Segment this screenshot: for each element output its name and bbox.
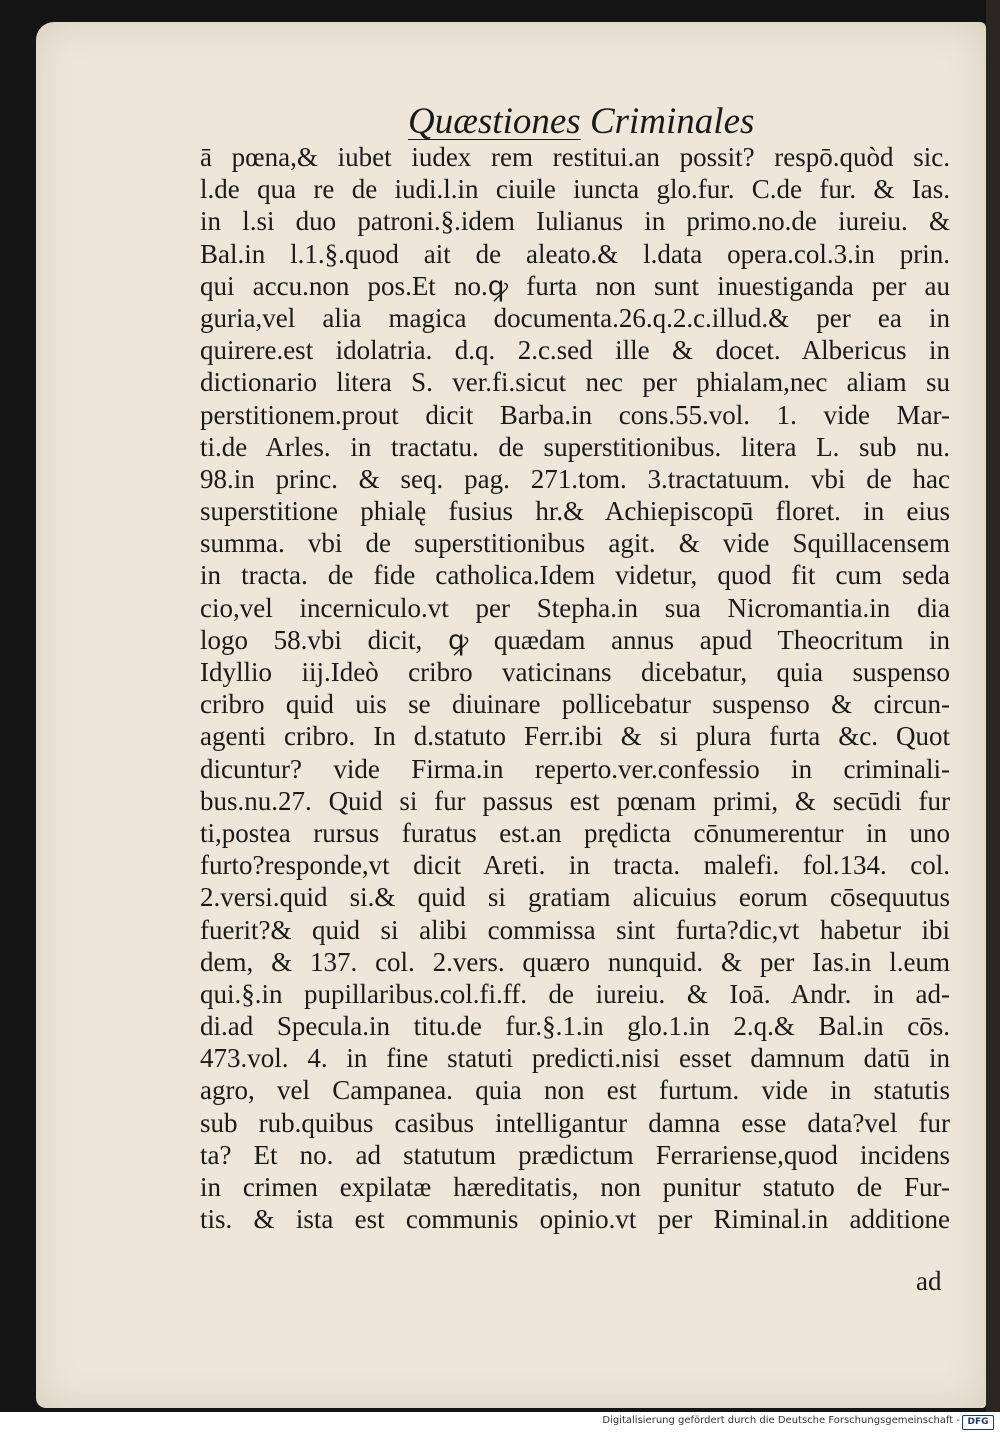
text-line: agro, vel Campanea. quia non est furtum. vide in statutis xyxy=(200,1075,950,1106)
text-line: furto?responde,vt dicit Areti. in tracta. malefi. fol.134. col. xyxy=(200,850,950,881)
show-through-text xyxy=(813,80,826,131)
text-line: cio,vel incerniculo.vt per Stepha.in sua Nicromantia.in dia xyxy=(200,592,950,623)
text-line: superstitione phialę fusius hr.& Achiepiscopū floret. in eius xyxy=(200,496,950,527)
text-line: dicuntur? vide Firma.in reperto.ver.confessio in criminali- xyxy=(200,753,950,784)
dfg-logo-icon: DFG xyxy=(962,1415,994,1430)
text-line: bus.nu.27. Quid si fur passus est pœnam primi, & secūdi fur xyxy=(200,785,950,816)
text-line: ā pœna,& iubet iudex rem restitui.an possit? respō.quòd sic. xyxy=(200,142,950,172)
text-line: ti,postea rursus furatus est.an prędicta cōnumerentur in uno xyxy=(200,817,950,848)
catchword: ad xyxy=(916,1266,942,1296)
text-line: di.ad Specula.in titu.de fur.§.1.in glo.1.in 2.q.& Bal.in cōs. xyxy=(200,1011,950,1042)
text-line: quirere.est idolatria. d.q. 2.c.sed ille & docet. Albericus in xyxy=(200,335,950,366)
digitization-footer xyxy=(0,1412,1000,1432)
text-line: ti.de Arles. in tractatu. de superstitionibus. litera L. sub nu. xyxy=(200,431,950,462)
text-line: qui accu.non pos.Et no.ꝙ furta non sunt inuestiganda per au xyxy=(200,270,950,301)
text-line: tis. & ista est communis opinio.vt per Riminal.in additione xyxy=(200,1204,950,1235)
running-head-first-word: Quæstiones xyxy=(408,101,581,142)
text-line: 2.versi.quid si.& quid si gratiam alicuius eorum cōsequutus xyxy=(200,882,950,913)
text-line: fuerit?& quid si alibi commissa sint furta?dic,vt habetur ibi xyxy=(200,914,950,945)
text-line: Bal.in l.1.§.quod ait de aleato.& l.data opera.col.3.in prin. xyxy=(200,238,950,269)
text-line: l.de qua re de iudi.l.in ciuile iuncta glo.fur. C.de fur. & Ias. xyxy=(200,174,950,205)
funding-credit: Digitalisierung gefördert durch die Deutsche Forschungsgemeinschaft - xyxy=(602,1415,960,1426)
text-line: in tracta. de fide catholica.Idem videtur, quod fit cum seda xyxy=(200,560,950,591)
text-line: agenti cribro. In d.statuto Ferr.ibi & si plura furta &c. Quot xyxy=(200,721,950,752)
text-line: 98.in princ. & seq. pag. 271.tom. 3.tractatuum. vbi de hac xyxy=(200,463,950,494)
text-line: perstitionem.prout dicit Barba.in cons.55.vol. 1. vide Mar- xyxy=(200,399,950,430)
text-line: cribro quid uis se diuinare pollicebatur suspenso & circun- xyxy=(200,689,950,720)
text-line: guria,vel alia magica documenta.26.q.2.c.illud.& per ea in xyxy=(200,302,950,333)
text-line: dictionario litera S. ver.fi.sicut nec per phialam,nec aliam su xyxy=(200,367,950,398)
text-line: sub rub.quibus casibus intelligantur damna esse data?vel fur xyxy=(200,1107,950,1138)
text-line: in l.si duo patroni.§.idem Iulianus in primo.no.de iureiu. & xyxy=(200,206,950,237)
text-line: summa. vbi de superstitionibus agit. & vide Squillacensem xyxy=(200,528,950,559)
text-line: Idyllio iij.Ideò cribro vaticinans dicebatur, quia suspenso xyxy=(200,657,950,687)
text-line: qui.§.in pupillaribus.col.fi.ff. de iureiu. & Ioā. Andr. in ad- xyxy=(200,978,950,1009)
running-head xyxy=(408,100,788,143)
text-line: 473.vol. 4. in fine statuti predicti.nisi esset damnum datū in xyxy=(200,1043,950,1074)
running-head-rest: Criminales xyxy=(580,101,755,142)
page-edge-shadow xyxy=(986,0,1000,1412)
book-page xyxy=(36,22,986,1408)
body-text xyxy=(200,141,950,1235)
text-line: dem, & 137. col. 2.vers. quæro nunquid. & per Ias.in l.eum xyxy=(200,946,950,977)
text-line: ta? Et no. ad statutum prædictum Ferrariense,quod incidens xyxy=(200,1139,950,1170)
text-line: logo 58.vbi dicit, ꝙ quædam annus apud Theocritum in xyxy=(200,624,950,655)
text-line: in crimen expilatæ hæreditatis, non punitur statuto de Fur- xyxy=(200,1172,950,1202)
